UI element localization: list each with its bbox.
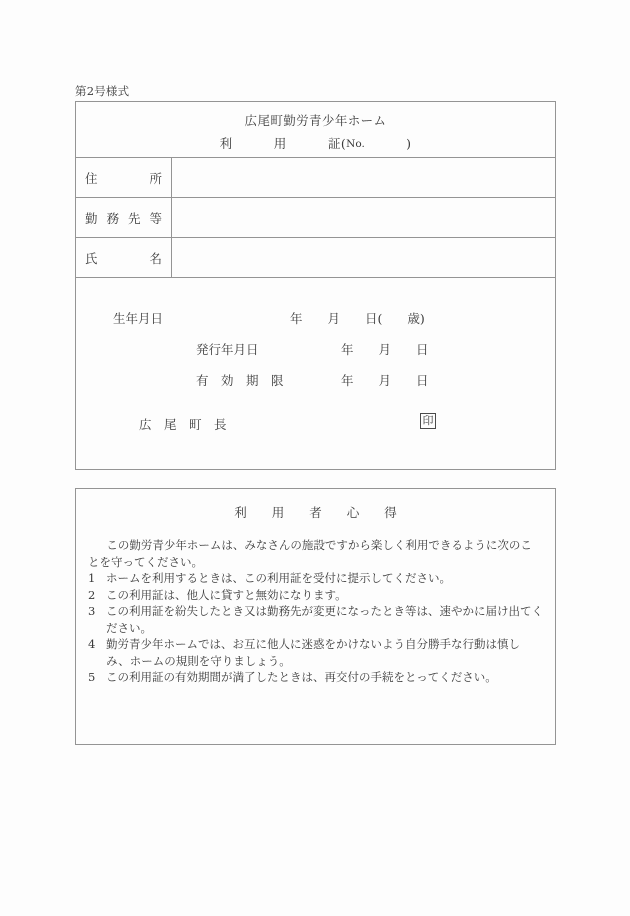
field-label-workplace [76,198,172,237]
certificate-details-area [76,278,555,469]
user-guidelines-box [75,488,556,745]
list-item-number: 3 [88,604,96,618]
list-item-number: 1 [88,571,96,585]
issue-date-label: 発行年月日 [196,342,259,357]
list-item-number: 4 [88,637,96,651]
field-row-name [76,238,555,278]
form-number-label: 第2号様式 [75,84,130,98]
certificate-title-secondary [76,132,555,156]
field-label-address [76,158,172,197]
user-guidelines-intro: この勤労青少年ホームは、みなさんの施設ですから楽しく利用できるように次のことを守ってください。 [88,538,532,569]
list-item [86,570,545,587]
field-label-workplace-char-3: 等 [149,210,162,226]
list-item-number: 5 [88,670,96,684]
field-label-name [76,238,172,277]
birth-date-label: 生年月日 [113,311,164,326]
list-item [86,603,545,636]
field-row-workplace [76,198,555,238]
issue-date-value[interactable]: 年 月 日 [341,342,429,357]
field-label-address-char-1: 所 [149,170,162,186]
certificate-title-primary: 広尾町勤労青少年ホーム [244,113,387,128]
field-value-name[interactable] [172,238,555,277]
certificate-title-kanji-3: 証( [327,136,347,151]
mayor-title-label: 広 尾 町 長 [139,417,227,432]
field-label-workplace-char-2: 先 [127,210,141,226]
certificate-title-kanji-1: 利 [219,136,233,151]
field-value-workplace[interactable] [172,198,555,237]
list-item-text: 勤労青少年ホームでは、お互に他人に迷惑をかけないよう自分勝手な行動は慎しみ、ホームの規則を守りましょう。 [106,637,520,668]
list-item-number: 2 [88,587,96,602]
expiry-date-value[interactable]: 年 月 日 [341,373,429,388]
seal-stamp-icon: 印 [420,413,436,429]
user-guidelines-title: 利 用 者 心 得 [234,505,397,520]
list-item-text: この利用証は、他人に貸すと無効になります。 [106,587,347,602]
certificate-header-row [76,102,555,158]
field-label-workplace-char-0: 勤 [85,210,98,226]
user-guidelines-list [86,570,545,686]
certificate-box [75,101,556,470]
field-label-name-char-0: 氏 [85,250,98,266]
list-item-text: この利用証の有効期間が満了したときは、再交付の手続をとってください。 [106,670,497,684]
list-item [86,587,545,604]
expiry-date-label: 有 効 期 限 [196,373,284,388]
field-label-workplace-char-1: 務 [106,210,119,226]
field-row-address [76,158,555,198]
birth-date-value[interactable]: 年 月 日( 歳) [290,311,425,326]
field-label-address-char-0: 住 [85,170,98,186]
certificate-number-paren-close: ) [406,136,412,151]
certificate-title-kanji-2: 用 [273,136,287,151]
field-label-name-char-1: 名 [149,250,162,266]
list-item [86,669,545,686]
list-item-text: この利用証を紛失したとき又は勤務先が変更になったとき等は、速やかに届け出てください。 [106,604,543,635]
list-item [86,636,545,669]
certificate-number-label: No. [346,138,365,150]
field-value-address[interactable] [172,158,555,197]
list-item-text: ホームを利用するときは、この利用証を受付に提示してください。 [106,571,451,585]
